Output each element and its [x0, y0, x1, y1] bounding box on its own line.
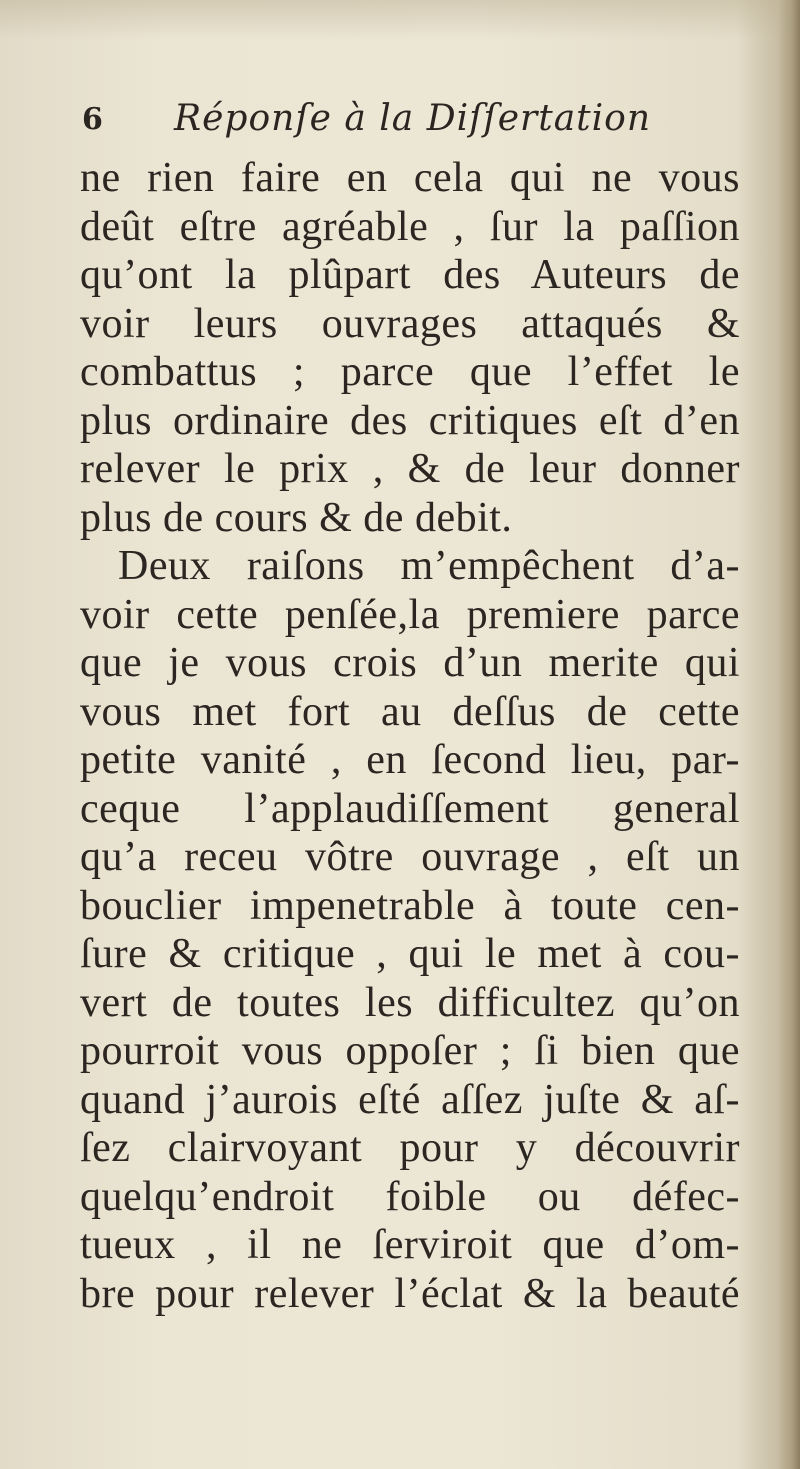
page-number: 6: [82, 102, 103, 137]
text-line: relever le prix , & de leur donner: [80, 446, 740, 492]
text-line: quand j’aurois eſté aſſez juſte & aſ-: [80, 1076, 740, 1123]
text-line: qu’a receu vôtre ouvrage , eſt un: [80, 834, 740, 880]
text-line: que je vous crois d’un merite qui: [80, 640, 740, 686]
page-top-shading: [0, 0, 800, 40]
running-head: [82, 96, 702, 152]
text-line: ne rien faire en cela qui ne vous: [80, 155, 740, 201]
body-text: [80, 154, 740, 1318]
text-line: combattus ; parce que l’effet le: [80, 349, 740, 395]
text-line: qu’ont la plûpart des Auteurs de: [80, 252, 740, 298]
text-line: bre pour relever l’éclat & la beauté: [80, 1270, 740, 1317]
text-line: vous met fort au deſſus de cette: [80, 688, 740, 735]
running-title: Réponſe à la Diſſertation: [174, 98, 652, 139]
text-line: pourroit vous oppoſer ; ſi bien que: [80, 1028, 740, 1074]
text-line: voir cette penſée,la premiere parce: [80, 591, 740, 638]
text-line: quelqu’endroit foible ou défec-: [80, 1173, 740, 1220]
text-line: bouclier impenetrable à toute cen-: [80, 882, 740, 929]
text-line: plus ordinaire des critiques eſt d’en: [80, 397, 740, 444]
text-line: Deux raiſons m’empêchent d’a-: [118, 543, 740, 589]
text-line: voir leurs ouvrages attaqués &: [80, 300, 740, 347]
page-gutter-shadow: [778, 0, 800, 1469]
text-line: petite vanité , en ſecond lieu, par-: [80, 737, 740, 783]
text-line: ſez clairvoyant pour y découvrir: [80, 1125, 740, 1171]
text-line: tueux , il ne ſerviroit que d’om-: [80, 1222, 740, 1268]
text-line: ceque l’applaudiſſement general: [80, 785, 740, 832]
text-line: plus de cours & de debit.: [80, 494, 513, 541]
text-line: vert de toutes les difficultez qu’on: [80, 979, 740, 1026]
text-line: deût eſtre agréable , ſur la paſſion: [80, 203, 740, 250]
text-line: ſure & critique , qui le met à cou-: [80, 931, 740, 977]
